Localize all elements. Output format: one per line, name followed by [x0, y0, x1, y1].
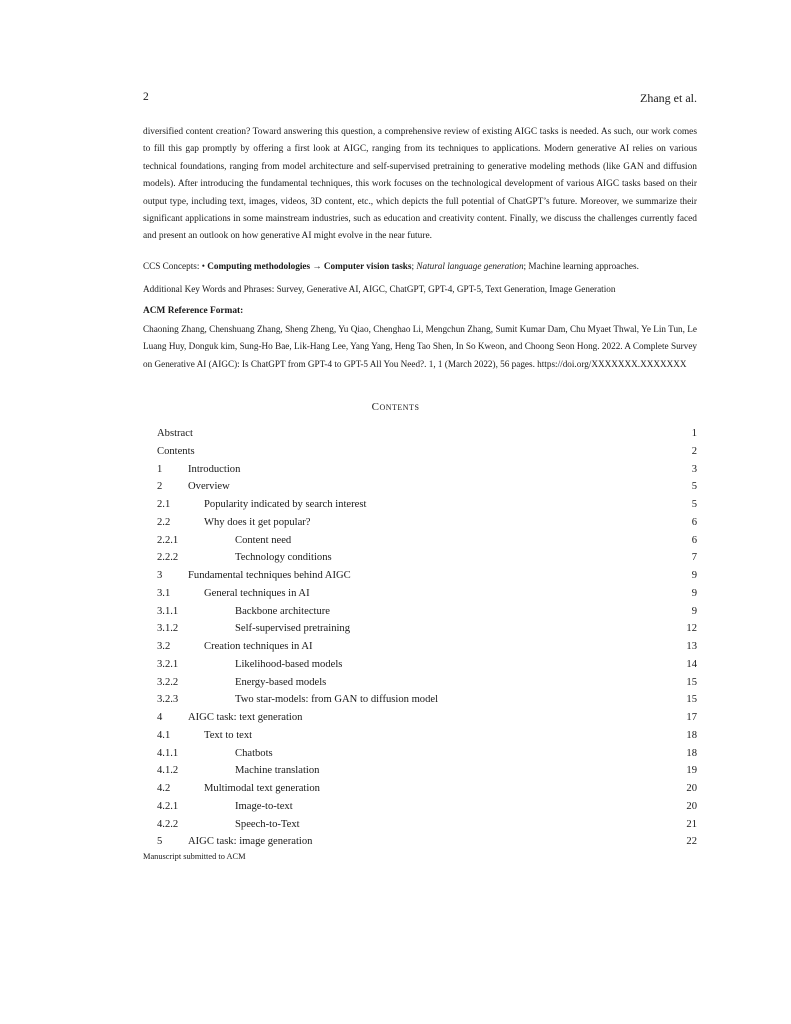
toc-entry-number: 2.2: [157, 516, 171, 528]
acm-reference-body: Chaoning Zhang, Chenshuang Zhang, Sheng Zheng, Yu Qiao, Chenghao Li, Mengchun Zhang, Sumit Kumar Dam, Chu Myaet Thwal, Ye Lin Tun, Le Luang Huy, Donguk kim, Sung-Ho Bae, Lik-Hang Lee, Yang Yang, Heng Tao Shen, In So Kweon, and Choong Seon Hong. 2022. A Complete Survey on Generative AI (AIGC): Is ChatGPT from GPT-4 to GPT-5 All You Need?. 1, 1 (March 2022), 56 pages. https://doi.org/XXXXXXX.XXXXXXX: [143, 324, 697, 369]
toc-entry[interactable]: [157, 745, 697, 763]
toc-entry-page: 9: [691, 587, 697, 599]
toc-entry-title: Machine translation: [235, 765, 320, 777]
toc-entry-title: AIGC task: image generation: [188, 836, 313, 848]
toc-entry[interactable]: [157, 585, 697, 603]
toc-entry-page: 22: [686, 836, 697, 848]
toc-entry-title: Fundamental techniques behind AIGC: [188, 570, 351, 581]
toc-entry-page: 7: [691, 552, 697, 564]
keywords: Additional Key Words and Phrases: Survey, Generative AI, AIGC, ChatGPT, GPT-4, GPT-5, Text Generation, Image Generation: [143, 284, 616, 294]
toc-entry[interactable]: [157, 816, 697, 834]
toc-entry-number: 3.2.3: [157, 694, 179, 706]
toc-entry[interactable]: [157, 620, 697, 638]
toc-entry-number: 4.1.2: [157, 765, 179, 777]
running-authors: Zhang et al.: [640, 91, 697, 105]
toc-entry-page: 14: [686, 658, 697, 670]
toc-entry-number: 2.1: [157, 499, 171, 510]
toc-entry-number: 3.1: [157, 587, 171, 599]
toc-entry[interactable]: [157, 443, 697, 461]
toc-entry-number: 2.2.2: [157, 552, 179, 564]
ccs-term-computing-methodologies: Computing methodologies: [207, 261, 311, 271]
toc-entry-page: 13: [686, 641, 697, 652]
toc-entry[interactable]: [157, 833, 697, 851]
toc-entry-title: Energy-based models: [235, 676, 327, 688]
acm-reference-title: ACM Reference Format:: [143, 306, 244, 316]
toc-entry[interactable]: [157, 709, 697, 727]
toc-entry-page: 12: [686, 623, 697, 635]
abstract-paragraph: diversified content creation? Toward answering this question, a comprehensive review of existing AIGC tasks is needed. As such, our work comes to fill this gap promptly by offering a first look at AIGC, ranging from its techniques to applications. Modern generative AI relies on various technical foundations, ranging from model architecture and self-supervised pretraining to generative modeling methods (like GAN and diffusion models). After introducing the fundamental techniques, this work focuses on the technological development of various AIGC tasks based on their output type, including text, images, videos, 3D content, etc., which depicts the full potential of ChatGPT’s future. Moreover, we summarize their significant applications in some mainstream industries, such as education and creativity content. Finally, we discuss the challenges currently faced and present an outlook on how generative AI might evolve in the near future.: [143, 127, 697, 242]
contents-heading: Contents: [371, 401, 420, 413]
toc-entry-page: 1: [691, 428, 697, 439]
toc-entry-number: 4.1.1: [157, 747, 179, 759]
toc-entry-page: 5: [691, 481, 697, 493]
toc-entry-title: Creation techniques in AI: [204, 641, 313, 652]
toc-entry-page: 21: [686, 818, 697, 830]
toc-entry-page: 3: [691, 463, 697, 475]
toc-entry[interactable]: [157, 762, 697, 780]
toc-entry-number: 3.1.2: [157, 623, 179, 635]
toc-entry-title: Popularity indicated by search interest: [204, 499, 367, 510]
ccs-separator: ;: [411, 261, 417, 271]
toc-entry-title: Backbone architecture: [235, 605, 330, 617]
toc-entry-title: Image-to-text: [235, 800, 293, 812]
toc-entry-number: 3.2: [157, 641, 171, 652]
toc-entry-number: 4.1: [157, 729, 171, 741]
toc-entry[interactable]: [157, 691, 697, 709]
toc-entry-title: Overview: [188, 481, 230, 493]
toc-entry-title: Introduction: [188, 463, 241, 475]
toc-entry-title: Two star-models: from GAN to diffusion model: [235, 694, 439, 706]
ccs-concepts: [143, 261, 703, 271]
ccs-term-nlg: Natural language generation: [416, 261, 524, 271]
toc-entry-number: 4.2.1: [157, 800, 179, 812]
toc-entry[interactable]: [157, 656, 697, 674]
toc-entry-title: Content need: [235, 534, 292, 546]
toc-entry-number: 3.1.1: [157, 605, 179, 617]
toc-entry[interactable]: [157, 532, 697, 550]
toc-entry-number: 5: [157, 836, 163, 848]
ccs-term-computer-vision: Computer vision tasks: [323, 261, 412, 271]
toc-entry-title: Multimodal text generation: [204, 783, 320, 794]
toc-entry-page: 17: [686, 712, 697, 723]
toc-entry-title: Why does it get popular?: [204, 516, 311, 528]
toc-entry-page: 15: [686, 676, 697, 688]
toc-entry[interactable]: [157, 549, 697, 567]
toc-entry-page: 18: [686, 747, 697, 759]
toc-entry-number: 3: [157, 570, 163, 581]
ccs-label: CCS Concepts: •: [143, 261, 208, 271]
ccs-term-ml: Machine learning approaches.: [528, 261, 639, 271]
toc-entry-page: 19: [686, 765, 697, 777]
toc-entry-number: 2: [157, 481, 163, 493]
toc-entry-title: Speech-to-Text: [235, 818, 300, 830]
toc-entry-number: 2.2.1: [157, 534, 179, 546]
toc-entry-title: Text to text: [204, 729, 253, 741]
toc-entry-page: 9: [691, 570, 697, 581]
toc-entry[interactable]: [157, 674, 697, 692]
toc-entry-number: 3.2.1: [157, 658, 179, 670]
toc-entry-title: Technology conditions: [235, 552, 332, 564]
toc-entry-title: Abstract: [157, 428, 193, 439]
toc-entry-page: 2: [691, 445, 697, 457]
toc-entry-title: Contents: [157, 445, 195, 457]
toc-entry[interactable]: [157, 478, 697, 496]
toc-entry-title: General techniques in AI: [204, 587, 310, 599]
toc-entry[interactable]: [157, 496, 697, 514]
toc-entry-page: 15: [686, 694, 697, 706]
toc-entry[interactable]: [157, 727, 697, 745]
table-of-contents: [157, 425, 697, 851]
page-number: 2: [143, 91, 149, 103]
toc-entry-number: 4.2: [157, 783, 171, 794]
toc-entry[interactable]: [157, 798, 697, 816]
toc-entry[interactable]: [157, 425, 697, 443]
toc-entry-page: 9: [691, 605, 697, 617]
toc-entry-page: 18: [686, 729, 697, 741]
toc-entry-page: 20: [686, 783, 697, 794]
toc-entry-number: 3.2.2: [157, 676, 179, 688]
toc-entry[interactable]: [157, 780, 697, 798]
toc-entry-page: 6: [691, 516, 697, 528]
toc-entry-title: AIGC task: text generation: [188, 712, 303, 723]
toc-entry[interactable]: [157, 461, 697, 479]
toc-entry-title: Chatbots: [235, 747, 273, 759]
toc-entry-page: 5: [691, 499, 697, 510]
ccs-arrow: →: [310, 261, 324, 271]
toc-entry[interactable]: [157, 567, 697, 585]
toc-entry-title: Likelihood-based models: [235, 658, 343, 670]
toc-entry-number: 4.2.2: [157, 818, 179, 830]
toc-entry[interactable]: [157, 603, 697, 621]
ccs-separator: ;: [523, 261, 529, 271]
toc-entry-page: 20: [686, 800, 697, 812]
toc-entry[interactable]: [157, 638, 697, 656]
toc-entry-title: Self-supervised pretraining: [235, 623, 351, 635]
footer-note: Manuscript submitted to ACM: [143, 852, 246, 861]
toc-entry-page: 6: [691, 534, 697, 546]
running-header: [143, 91, 697, 107]
toc-entry-number: 1: [157, 463, 163, 475]
toc-entry-number: 4: [157, 712, 163, 723]
toc-entry[interactable]: [157, 514, 697, 532]
